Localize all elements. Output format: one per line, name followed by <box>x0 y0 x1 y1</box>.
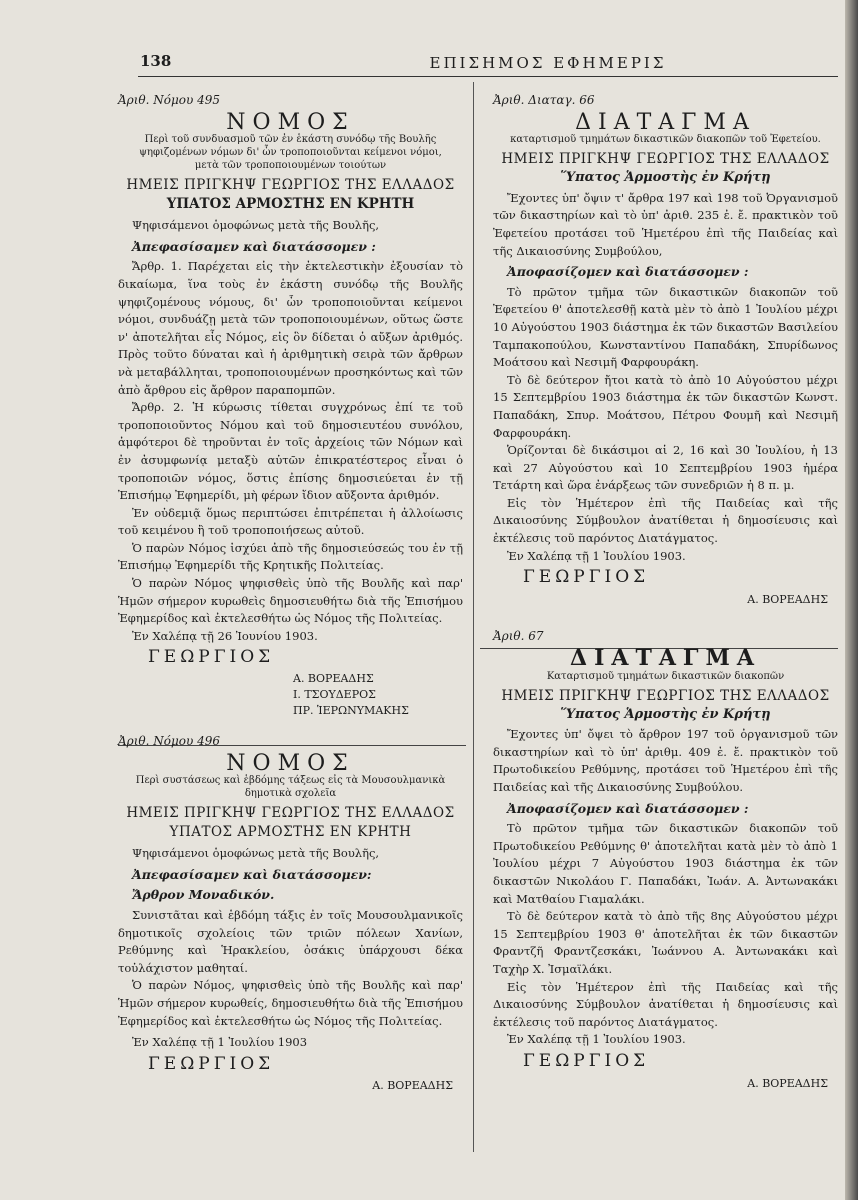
place-date: Ἐν Χαλέπᾳ τῇ 1 Ἰουλίου 1903. <box>507 1032 686 1047</box>
page-edge <box>845 0 858 1200</box>
signature: ΓΕΩΡΓΙΟΣ <box>148 647 275 668</box>
left-column <box>118 92 463 1095</box>
place-date: Ἐν Χαλέπᾳ τῇ 26 Ἰουνίου 1903. <box>132 628 318 643</box>
paragraph: Ἔχοντες ὑπ' ὄψει τὸ ἄρθρον 197 τοῦ ὀργανισμοῦ τῶν δικαστηρίων καὶ τὸ ὑπ' ἀριθμ. 409 ἐ. ἔ. πρακτικὸν τοῦ Πρωτοδικείου Ρεθύμνης, προτάσει τοῦ Ἡμετέρου ἐπὶ τῆς Παιδείας καὶ τῆς Δικαιοσύνης Συμβούλου. <box>493 727 838 794</box>
paragraph: Εἰς τὸν Ἡμέτερον ἐπὶ τῆς Παιδείας καὶ τῆς Δικαιοσύνης Σύμβουλον ἀνατίθεται ἡ δημοσίευσις καὶ ἐκτέλεσις τοῦ παρόντος Διατάγματος. <box>493 979 838 1029</box>
prince-line: ΗΜΕΙΣ ΠΡΙΓΚΗΨ ΓΕΩΡΓΙΟΣ ΤΗΣ ΕΛΛΑΔΟΣ <box>126 805 455 822</box>
law-title: ΝΟΜΟΣ <box>226 750 355 776</box>
law-description: Περὶ συστάσεως καὶ ἑβδόμης τάξεως εἰς τὰ Μουσουλμανικὰ δημοτικὰ σχολεῖα <box>135 775 446 800</box>
column-divider <box>473 82 474 1152</box>
signature: ΓΕΩΡΓΙΟΣ <box>523 567 650 588</box>
decree-formula: Ἀποφασίζομεν καὶ διατάσσομεν : <box>507 264 749 280</box>
decree-description: καταρτισμοῦ τμημάτων δικαστικῶν διακοπῶν τοῦ Ἐφετείου. <box>510 134 821 146</box>
decree-description: Καταρτισμοῦ τμημάτων δικαστικῶν διακοπῶν <box>546 670 785 682</box>
right-column <box>493 92 838 1092</box>
law-title: ΝΟΜΟΣ <box>226 109 355 135</box>
paragraph: Συνιστᾶται καὶ ἑβδόμη τάξις ἐν τοῖς Μουσουλμανικοῖς δημοτικοῖς σχολείοις τῶν τριῶν πόλεων Χανίων, Ρεθύμνης καὶ Ἡρακλείου, ὁσάκις ὑπάρχουσι δέκα τοὐλάχιστον μαθηταί. <box>118 908 463 975</box>
law-description: Περὶ τοῦ συνδυασμοῦ τῶν ἐν ἑκάστη συνόδῳ τῆς Βουλῆς ψηφιζομένων νόμων δι' ὧν τροποποιοῦνται κείμενοι νόμοι, μετὰ τῶν τροποποιουμένων τοιούτων <box>139 134 442 172</box>
paragraph: Τὸ πρῶτον τμῆμα τῶν δικαστικῶν διακοπῶν τοῦ Ἐφετείου θ' ἀποτελεσθῇ κατὰ μὲν τὸ ἀπὸ 1 Ἰουλίου μέχρι 10 Αὐγούστου 1903 διάστημα ἐκ τῶν δικαστῶν Βασιλείου Ταμπακοπούλου, Κωνσταντίνου Παπαδάκη, Σπυρίδωνος Μοάτσου καὶ Νεσιμῆ Φαρφουράκη. <box>493 284 838 370</box>
paragraph: Εἰς τὸν Ἡμέτερον ἐπὶ τῆς Παιδείας καὶ τῆς Δικαιοσύνης Σύμβουλον ἀνατίθεται ἡ δημοσίευσις καὶ ἐκτέλεσις τοῦ παρόντος Διατάγματος. <box>493 495 838 546</box>
page-number: 138 <box>140 52 172 70</box>
paragraph: Ὁ παρὼν Νόμος ψηφισθεὶς ὑπὸ τῆς Βουλῆς καὶ παρ' Ἡμῶν σήμερον κυρωθεὶς δημοσιευθήτω διὰ τῆς Ἐπισήμου Ἐφημερίδος καὶ ἐκτελεσθήτω ὡς Νόμος τῆς Πολιτείας. <box>118 576 463 626</box>
signer: Α. ΒΟΡΕΑΔΗΣ <box>747 1076 828 1090</box>
place-date: Ἐν Χαλέπᾳ τῇ 1 Ἰουλίου 1903. <box>507 548 686 563</box>
article-1: Ἄρθρ. 1. Παρέχεται εἰς τὴν ἐκτελεστικὴν ἐξουσίαν τὸ δικαίωμα, ἵνα τοὺς ἐν ἑκάστη συνόδῳ τῆς Βουλῆς ψηφιζομένους νόμους, δι' ὧν τροποποιοῦνται κείμενοι νόμοι, συνδυάζῃ μετὰ τῶν τροποποιουμένων, οὕτως ὥστε ν' ἀποτελῆται εἷς Νόμος, εἰς ὃν δίδεται ὁ αὔξων ἀριθμός. Πρὸς τοῦτο δύναται καὶ ἡ ἀριθμητικὴ σειρὰ τῶν ἄρθρων νὰ μεταβάλληται, τροποποιουμένων προσηκόντως καὶ τῶν ἀπὸ ἄρθρου εἰς ἄρθρον παραπομπῶν. <box>118 259 463 397</box>
paragraph: Ὁ παρὼν Νόμος ἰσχύει ἀπὸ τῆς δημοσιεύσεώς του ἐν τῇ Ἐπισήμῳ Ἐφημερίδι τῆς Κρητικῆς Πολιτείας. <box>118 540 463 573</box>
journal-title: ΕΠΙΣΗΜΟΣ ΕΦΗΜΕΡΙΣ <box>429 54 667 72</box>
commissioner-line: ΥΠΑΤΟΣ ΑΡΜΟΣΤΗΣ ΕΝ ΚΡΗΤΗ <box>169 824 412 841</box>
signer: Α. ΒΟΡΕΑΔΗΣ <box>372 1079 453 1093</box>
decree-title: ΔΙΑΤΑΓΜΑ <box>570 645 761 672</box>
signers-list <box>293 671 463 719</box>
article-2: Ἄρθρ. 2. Ἡ κύρωσις τίθεται συγχρόνως ἐπί τε τοῦ τροποποιοῦντος Νόμου καὶ τοῦ δημοσιευτέου συνόλου, ἀμφότεροι δὲ τηροῦνται ἐν τοῖς ἀρχείοις τῶν Νόμων καὶ ἐν ἀσυμφωνίᾳ μεταξὺ αὐτῶν ἐπικρατέστερος εἶναι ὁ τροποποιῶν νόμος, ὅστις ἐπίσης δημοσιεύεται ἐν τῇ Ἐπισήμῳ Ἐφημερίδι, μὴ φέρων ἴδιον αὔξοντα ἀριθμόν. <box>118 400 463 503</box>
commissioner-line: ΥΠΑΤΟΣ ΑΡΜΟΣΤΗΣ ΕΝ ΚΡΗΤΗ <box>166 196 415 213</box>
commissioner-line: Ὕπατος Ἁρμοστὴς ἐν Κρήτῃ <box>560 706 771 722</box>
signature: ΓΕΩΡΓΙΟΣ <box>523 1050 650 1071</box>
prince-line: ΗΜΕΙΣ ΠΡΙΓΚΗΨ ΓΕΩΡΓΙΟΣ ΤΗΣ ΕΛΛΑΔΟΣ <box>501 687 830 704</box>
signer: Α. ΒΟΡΕΑΔΗΣ <box>293 672 374 686</box>
paragraph: Τὸ δὲ δεύτερον κατὰ τὸ ἀπὸ τῆς 8ης Αὐγούστου μέχρι 15 Σεπτεμβρίου 1903 θ' ἀποτελῆται ἐκ τῶν δικαστῶν Φραντζῆ Φραντζεσκάκι, Ἰωάννου Α. Ἀντωνακάκι καὶ Ταχὴρ Χ. Ἰσμαϊλάκι. <box>493 909 838 976</box>
signer: ΠΡ. ἹΕΡΩΝΥΜΑΚΗΣ <box>293 704 409 718</box>
voted-line: Ψηφισάμενοι ὁμοφώνως μετὰ τῆς Βουλῆς, <box>132 846 380 861</box>
decree-formula: Ἀπεφασίσαμεν καὶ διατάσσομεν : <box>132 238 376 254</box>
place-date: Ἐν Χαλέπᾳ τῇ 1 Ἰουλίου 1903 <box>132 1035 308 1050</box>
signature: ΓΕΩΡΓΙΟΣ <box>148 1053 275 1074</box>
paragraph: Ὁρίζονται δὲ δικάσιμοι αἱ 2, 16 καὶ 30 Ἰουλίου, ἡ 13 καὶ 27 Αὐγούστου καὶ 10 Σεπτεμβρίου 1903 ἡμέρα Τετάρτη καὶ ὥρα ἐνάρξεως τῶν συνεδριῶν ἡ 8 π. μ. <box>493 443 838 493</box>
commissioner-line: Ὕπατος Ἁρμοστὴς ἐν Κρήτῃ <box>560 170 771 186</box>
prince-line: ΗΜΕΙΣ ΠΡΙΓΚΗΨ ΓΕΩΡΓΙΟΣ ΤΗΣ ΕΛΛΑΔΟΣ <box>501 151 830 168</box>
signer: Ι. ΤΣΟΥΔΕΡΟΣ <box>293 688 376 702</box>
decree-formula: Ἀποφασίζομεν καὶ διατάσσομεν : <box>507 800 749 816</box>
signer: Α. ΒΟΡΕΑΔΗΣ <box>747 592 828 606</box>
paragraph: Ὁ παρὼν Νόμος, ψηφισθεὶς ὑπὸ τῆς Βουλῆς καὶ παρ' Ἡμῶν σήμερον κυρωθείς, δημοσιευθήτω διὰ τῆς Ἐπισήμου Ἐφημερίδος καὶ ἐκτελεσθήτω ὡς Νόμος τῆς Πολιτείας. <box>118 978 463 1028</box>
prince-line: ΗΜΕΙΣ ΠΡΙΓΚΗΨ ΓΕΩΡΓΙΟΣ ΤΗΣ ΕΛΛΑΔΟΣ <box>126 177 455 194</box>
decree-number: Ἀριθ. 67 <box>493 629 544 644</box>
decree-formula: Ἀπεφασίσαμεν καὶ διατάσσομεν: <box>132 866 372 882</box>
page-header <box>138 52 838 77</box>
voted-line: Ψηφισάμενοι ὁμοφώνως μετὰ τῆς Βουλῆς, <box>132 218 380 233</box>
decree-number: Ἀριθ. Διαταγ. 66 <box>493 93 595 107</box>
law-number: Ἀριθ. Νόμου 495 <box>118 93 221 107</box>
paragraph: Ἔχοντες ὑπ' ὄψιν τ' ἄρθρα 197 καὶ 198 τοῦ Ὀργανισμοῦ τῶν δικαστηρίων καὶ τὸ ὑπ' ἀριθ. 235 ἐ. ἔ. πρακτικὸν τοῦ Ἐφετείου προτάσει τοῦ Ἡμετέρου ἐπὶ τῆς Παιδείας καὶ τῆς Δικαιοσύνης Συμβούλου, <box>493 190 838 258</box>
law-number: Ἀριθ. Νόμου 496 <box>118 734 221 749</box>
paragraph: Τὸ πρῶτον τμῆμα τῶν δικαστικῶν διακοπῶν τοῦ Πρωτοδικείου Ρεθύμνης θ' ἀποτελῆται κατὰ μὲν τὸ ἀπὸ 1 Ἰουλίου μέχρι 7 Αὐγούστου 1903 διάστημα ἐκ τῶν δικαστῶν Νικολάου Γ. Παπαδάκι, Ἰωάν. Α. Ἀντωνακάκι καὶ Ματθαίου Γιαμαλάκι. <box>493 821 838 906</box>
single-article: Ἄρθρον Μοναδικόν. <box>132 887 275 903</box>
paragraph: Ἐν οὐδεμιᾷ ὅμως περιπτώσει ἐπιτρέπεται ἡ ἀλλοίωσις τοῦ κειμένου ἢ τοῦ τροποποιήσεως αὐτοῦ. <box>118 505 463 538</box>
decree-title: ΔΙΑΤΑΓΜΑ <box>575 109 756 135</box>
paragraph: Τὸ δὲ δεύτερον ἤτοι κατὰ τὸ ἀπὸ 10 Αὐγούστου μέχρι 15 Σεπτεμβρίου 1903 διάστημα ἐκ τῶν δικαστῶν Κωνστ. Παπαδάκη, Σπυρ. Μοάτσου, Πέτρου Φουμῆ καὶ Νεσιμῆ Φαρφουράκη. <box>493 372 838 440</box>
